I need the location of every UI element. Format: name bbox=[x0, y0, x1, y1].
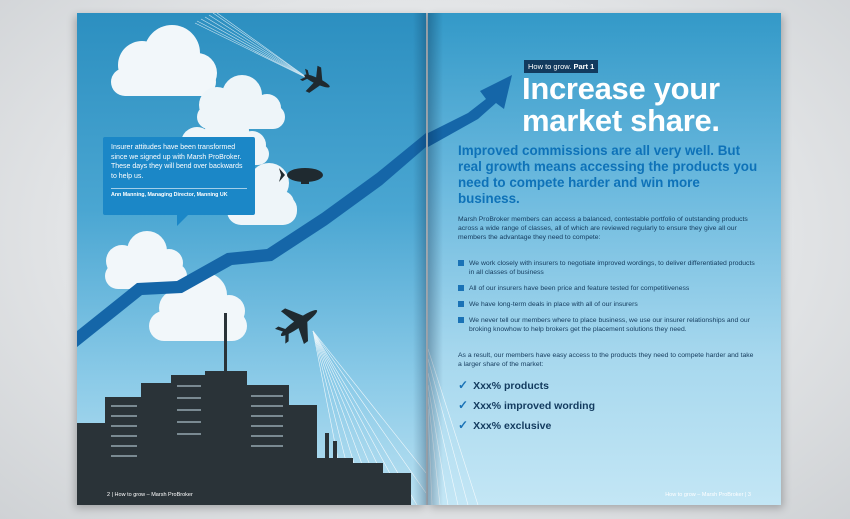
checklist-item bbox=[458, 399, 595, 413]
list-item bbox=[458, 284, 758, 293]
bullet-square-icon bbox=[458, 317, 464, 323]
left-page bbox=[77, 13, 426, 505]
title-line-2: market share. bbox=[522, 103, 720, 138]
checklist-item-text: Xxx% improved wording bbox=[473, 400, 596, 412]
bullet-square-icon bbox=[458, 285, 464, 291]
cloud-icon bbox=[111, 25, 217, 96]
list-item bbox=[458, 316, 758, 334]
page-folio-left: 2 | How to grow – Marsh ProBroker bbox=[107, 492, 193, 498]
list-item-text: We have long-term deals in place with all of our insurers bbox=[469, 301, 638, 308]
callout-tail bbox=[177, 214, 189, 226]
brochure-spread bbox=[77, 13, 781, 505]
growth-arrow-icon bbox=[428, 75, 512, 147]
airplane-icon bbox=[269, 294, 329, 353]
airplane-icon bbox=[297, 62, 336, 100]
bullet-square-icon bbox=[458, 301, 464, 307]
section-tag-prefix: How to grow. bbox=[528, 62, 572, 71]
bullet-square-icon bbox=[458, 260, 464, 266]
section-tag-part: Part 1 bbox=[571, 62, 595, 71]
list-item-text: All of our insurers have been price and feature tested for competitiveness bbox=[469, 285, 690, 292]
checklist-item bbox=[458, 379, 595, 393]
list-item-text: We work closely with insurers to negotiate improved wordings, to deliver differentiated products in all classes of business bbox=[469, 260, 755, 276]
left-illustration bbox=[77, 13, 426, 505]
check-icon: ✓ bbox=[458, 418, 469, 432]
testimonial-callout bbox=[103, 137, 255, 215]
results-checklist bbox=[458, 379, 595, 439]
testimonial-attribution: Ann Manning, Managing Director, Manning UK bbox=[111, 188, 247, 198]
page-folio-right: How to grow – Marsh ProBroker | 3 bbox=[665, 492, 751, 498]
check-icon: ✓ bbox=[458, 378, 469, 392]
list-item bbox=[458, 259, 758, 277]
intro-paragraph: Marsh ProBroker members can access a balanced, contestable portfolio of outstanding products across a wide range of classes, all of which are reviewed regularly to ensure they give all our members the advantage they need to compete: bbox=[458, 216, 748, 241]
right-page bbox=[428, 13, 781, 505]
benefit-list bbox=[458, 259, 758, 341]
page-title bbox=[522, 73, 720, 137]
cloud-icon bbox=[105, 231, 187, 289]
testimonial-text: Insurer attitudes have been transformed since we signed up with Marsh ProBroker. These days they will bend over backwards to help us. bbox=[111, 144, 243, 180]
list-item bbox=[458, 300, 758, 309]
list-item-text: We never tell our members where to place business, we use our insurer relationships and our broking knowhow to help brokers get the placement solutions they need. bbox=[469, 317, 750, 333]
lead-paragraph: Improved commissions are all very well. But real growth means accessing the products you need to compete harder and win more business. bbox=[458, 143, 758, 206]
title-line-1: Increase your bbox=[522, 71, 720, 106]
checklist-item-text: Xxx% exclusive bbox=[473, 420, 552, 432]
checklist-item-text: Xxx% products bbox=[473, 380, 549, 392]
check-icon: ✓ bbox=[458, 398, 469, 412]
outro-paragraph: As a result, our members have easy access to the products they need to compete harder and take a larger share of the market: bbox=[458, 352, 754, 368]
city-skyline-icon bbox=[77, 313, 411, 505]
checklist-item bbox=[458, 419, 595, 433]
